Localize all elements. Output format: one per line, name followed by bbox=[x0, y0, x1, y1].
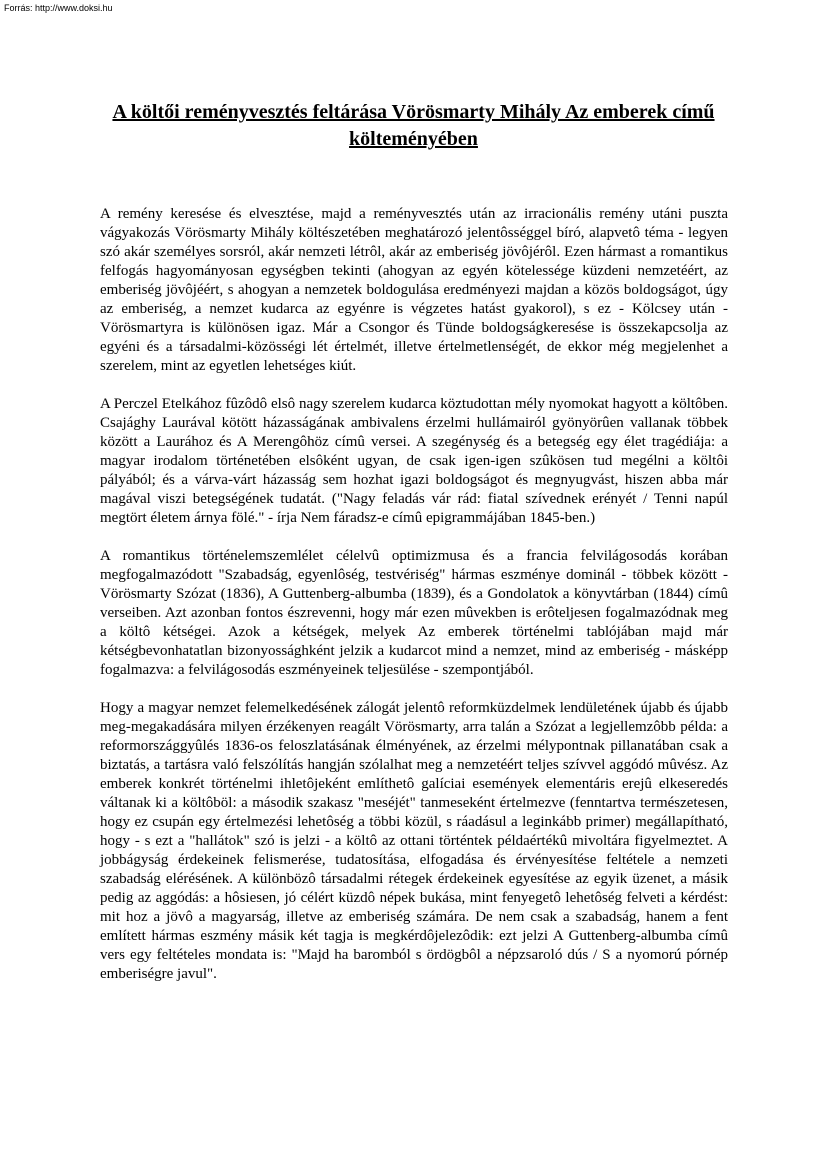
paragraph-1: A remény keresése és elvesztése, majd a reményvesztés után az irracionális remény utáni puszta vágyakozás Vörösmarty Mihály költészetében meghatározó jelentôsséggel bíró, alapvetô téma - legyen szó akár személyes sorsról, akár nemzeti létrôl, akár az emberiség jövôjérôl. Ezen hármast a romantikus felfogás hagyományosan egységben tekinti (ahogyan az egyén kötelessége küzdeni nemzetéért, az emberiség jövôjéért, s ahogyan a nemzetek boldogulása eredményezi majdan a közös boldogságot, úgy az emberiség, a nemzet kudarca az egyénre is végzetes hatást gyakorol), s ez - Kölcsey után - Vörösmartyra is különösen igaz. Már a Csongor és Tünde boldogságkeresése is összekapcsolja az egyéni és a társadalmi-közösségi lét értelmét, illetve értelmetlenségét, de ekkor még megjelenhet a szerelem, mint az egyetlen lehetséges kiút. bbox=[100, 206, 728, 374]
paragraph-3: A romantikus történelemszemlélet célelvû optimizmusa és a francia felvilágosodás korában megfogalmazódott "Szabadság, egyenlôség, testvériség" hármas eszménye dominál - többek között - Vörösmarty Szózat (1836), A Guttenberg-albumba (1839), és a Gondolatok a könyvtárban (1844) címû verseiben. Azt azonban fontos észrevenni, hogy már ezen mûvekben is erôteljesen fogalmazódnak meg a költô kétségei. Azok a kétségek, melyek Az emberek történelmi tablójában majd már kétségbevonhatatlan bizonyossághként jelzik a kudarcot mind a nemzet, mind az emberiség - másképp fogalmazva: a felvilágosodás eszményeinek teljesülése - szempontjából. bbox=[100, 548, 728, 678]
paragraph-4: Hogy a magyar nemzet felemelkedésének zálogát jelentô reformküzdelmek lendületének újabb és újabb meg-megakadására milyen érzékenyen reagált Vörösmarty, arra talán a Szózat a legjellemzôbb példa: a reformországgyûlés 1836-os feloszlatásának élményének, az érzelmi mélypontnak pillanatában csak a biztatás, a tartásra való felszólítás hangján szólalhat meg a nemzetéért teljes szívvel aggódó mûvész. Az emberek konkrét történelmi ihletôjeként említhetô galíciai események elementáris erejû elkeseredés váltanak ki a költôböl: a második szakasz "meséjét" tanmeseként értelmezve (fenntartva természetesen, hogy ez csupán egy értelmezési lehetôség a többi közül, s ráadásul a leginkább primer) megállapítható, hogy - s ezt a "hallátok" szó is jelzi - a költô az ottani történtek példaértékû mivoltára figyelmeztet. A jobbágyság érdekeinek felismerése, tudatosítása, elfogadása és érvényesítése feltétele a nemzeti szabadság elérésének. A különbözô társadalmi rétegek érdekeinek egyesítése az egyik üzenet, a másik pedig az aggódás: a hôsiesen, jó célért küzdô népek bukása, mint fenyegetô lehetôség felveti a kérdést: mit hoz a jövô a magyarság, illetve az emberiség számára. De nem csak a szabadság, hanem a fent említett hármas eszmény másik két tagja is megkérdôjelezôdik: ezt jelzi A Guttenberg-albumba címû vers egy feltételes mondata is: "Majd ha baromból s ördögbôl a népzsaroló dús / S a nyomorú pórnép emberiségre javul". bbox=[100, 700, 728, 982]
paragraph-2: A Perczel Etelkához fûzôdô elsô nagy szerelem kudarca köztudottan mély nyomokat hagyott a költôben. Csajághy Laurával kötött házasságának ambivalens érzelmi hullámairól gyönyörûen vallanak többek között a Laurához és A Merengôhöz címû versei. A szegénység és a betegség egy élet tragédiája: a magyar irodalom történetében elsôként ugyan, de csak igen-igen szûkösen tud megélni a költôi pályából; és a várva-várt házasság sem hozhat igazi boldogságot és megnyugvást, hiszen abba már magával viszi betegségének tudatát. ("Nagy feladás vár rád: fiatal szívednek erényét / Tenni napúl megtört életem árnya fölé." - írja Nem fáradsz-e címû epigrammájában 1845-ben.) bbox=[100, 396, 728, 526]
source-note: Forrás: http://www.doksi.hu bbox=[4, 3, 113, 13]
document-title: A költői reményvesztés feltárása Vörösmarty Mihály Az emberek című költeményében bbox=[112, 101, 715, 150]
document-body bbox=[100, 205, 728, 1003]
